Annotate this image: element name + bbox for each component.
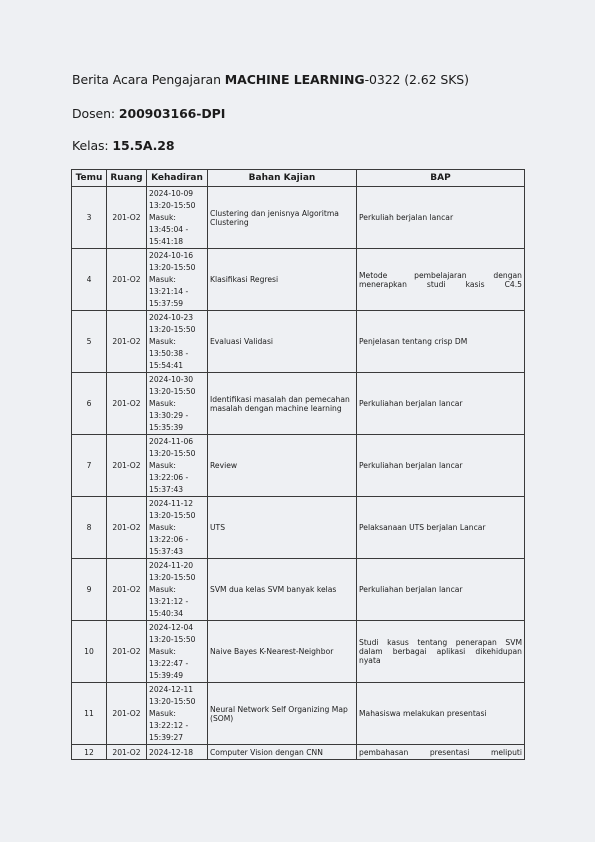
cell-temu: 3 <box>72 187 107 249</box>
cell-bahan: Computer Vision dengan CNN <box>208 745 357 760</box>
cell-bap: Perkuliahan berjalan lancar <box>357 435 525 497</box>
class-id: 15.5A.28 <box>112 138 175 153</box>
cell-ruang: 201-O2 <box>107 559 147 621</box>
cell-bap: Penjelasan tentang crisp DM <box>357 311 525 373</box>
cell-bahan: Neural Network Self Organizing Map (SOM) <box>208 683 357 745</box>
cell-kehadiran: 2024-10-23 13:20-15:50 Masuk: 13:50:38 - 15:54:41 <box>147 311 208 373</box>
cell-kehadiran: 2024-11-12 13:20-15:50 Masuk: 13:22:06 - 15:37:43 <box>147 497 208 559</box>
cell-bahan: Clustering dan jenisnya Algoritma Clustering <box>208 187 357 249</box>
cell-kehadiran: 2024-12-18 <box>147 745 208 760</box>
cell-bahan: SVM dua kelas SVM banyak kelas <box>208 559 357 621</box>
cell-bahan: Naive Bayes K-Nearest-Neighbor <box>208 621 357 683</box>
lecturer-id: 200903166-DPI <box>118 106 226 121</box>
cell-temu: 9 <box>72 559 107 621</box>
cell-ruang: 201-O2 <box>107 497 147 559</box>
cell-bap: Perkuliahan berjalan lancar <box>357 373 525 435</box>
cell-bap: Perkuliahan berjalan lancar <box>357 559 525 621</box>
table-row <box>72 187 525 249</box>
cell-bahan: Identifikasi masalah dan pemecahan masalah dengan machine learning <box>208 373 357 435</box>
cell-kehadiran: 2024-10-09 13:20-15:50 Masuk: 13:45:04 - 15:41:18 <box>147 187 208 249</box>
table-row <box>72 559 525 621</box>
lecturer-line: Dosen: 200903166-DPI <box>72 106 226 121</box>
cell-kehadiran: 2024-11-06 13:20-15:50 Masuk: 13:22:06 - 15:37:43 <box>147 435 208 497</box>
cell-kehadiran: 2024-12-11 13:20-15:50 Masuk: 13:22:12 - 15:39:27 <box>147 683 208 745</box>
cell-kehadiran: 2024-12-04 13:20-15:50 Masuk: 13:22:47 - 15:39:49 <box>147 621 208 683</box>
cell-ruang: 201-O2 <box>107 187 147 249</box>
table-row <box>72 311 525 373</box>
cell-temu: 5 <box>72 311 107 373</box>
cell-ruang: 201-O2 <box>107 621 147 683</box>
table-row <box>72 497 525 559</box>
cell-ruang: 201-O2 <box>107 745 147 760</box>
cell-temu: 11 <box>72 683 107 745</box>
attendance-table <box>71 169 525 760</box>
cell-bahan: Evaluasi Validasi <box>208 311 357 373</box>
cell-bahan: Review <box>208 435 357 497</box>
cell-ruang: 201-O2 <box>107 683 147 745</box>
cell-temu: 8 <box>72 497 107 559</box>
cell-bap: pembahasan presentasi meliputi <box>357 745 525 760</box>
cell-temu: 7 <box>72 435 107 497</box>
cell-ruang: 201-O2 <box>107 311 147 373</box>
cell-temu: 10 <box>72 621 107 683</box>
cell-temu: 6 <box>72 373 107 435</box>
cell-bap: Perkuliah berjalan lancar <box>357 187 525 249</box>
cell-bahan: UTS <box>208 497 357 559</box>
cell-kehadiran: 2024-10-16 13:20-15:50 Masuk: 13:21:14 - 15:37:59 <box>147 249 208 311</box>
cell-bap: Pelaksanaan UTS berjalan Lancar <box>357 497 525 559</box>
class-line: Kelas: 15.5A.28 <box>72 138 175 153</box>
cell-temu: 12 <box>72 745 107 760</box>
table-row <box>72 249 525 311</box>
table-row <box>72 373 525 435</box>
cell-ruang: 201-O2 <box>107 249 147 311</box>
table-row <box>72 745 525 760</box>
cell-bap: Studi kasus tentang penerapan SVM dalam berbagai aplikasi dikehidupan nyata <box>357 621 525 683</box>
table-row <box>72 683 525 745</box>
cell-bap: Metode pembelajaran dengan menerapkan studi kasis C4.5 <box>357 249 525 311</box>
cell-bap: Mahasiswa melakukan presentasi <box>357 683 525 745</box>
table-row <box>72 621 525 683</box>
col-ruang: Ruang <box>107 170 147 187</box>
cell-bahan: Klasifikasi Regresi <box>208 249 357 311</box>
cell-kehadiran: 2024-10-30 13:20-15:50 Masuk: 13:30:29 - 15:35:39 <box>147 373 208 435</box>
col-temu: Temu <box>72 170 107 187</box>
col-bahan-kajian: Bahan Kajian <box>208 170 357 187</box>
course-name: MACHINE LEARNING <box>224 72 365 87</box>
table-header-row <box>72 170 525 187</box>
document-title: Berita Acara Pengajaran MACHINE LEARNING-0322 (2.62 SKS) <box>72 72 469 87</box>
cell-ruang: 201-O2 <box>107 373 147 435</box>
cell-kehadiran: 2024-11-20 13:20-15:50 Masuk: 13:21:12 - 15:40:34 <box>147 559 208 621</box>
cell-ruang: 201-O2 <box>107 435 147 497</box>
col-bap: BAP <box>357 170 525 187</box>
cell-temu: 4 <box>72 249 107 311</box>
table-row <box>72 435 525 497</box>
col-kehadiran: Kehadiran <box>147 170 208 187</box>
